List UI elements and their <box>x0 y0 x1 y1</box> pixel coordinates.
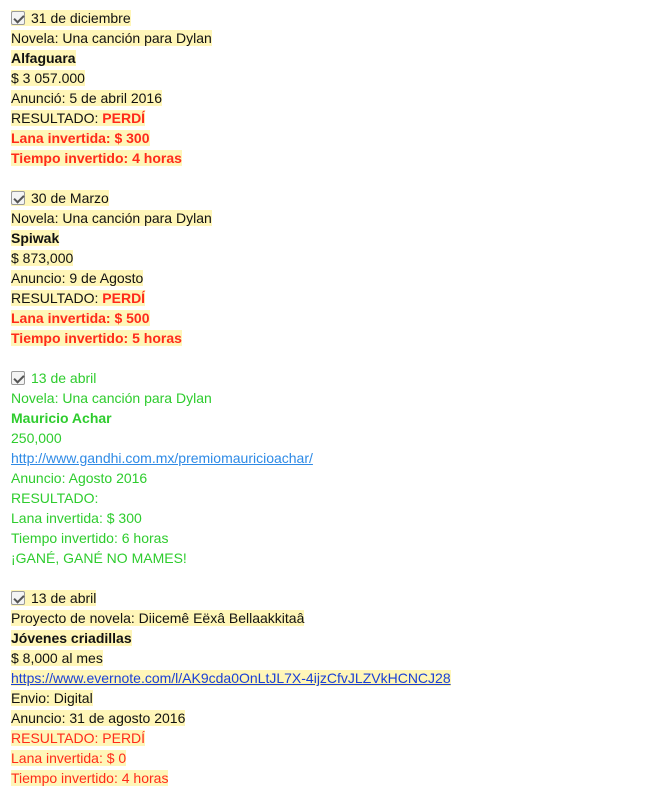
time-invested: Tiempo invertido: 5 horas <box>11 330 182 346</box>
announcement-date: Anuncio: Agosto 2016 <box>11 470 148 486</box>
date-line <box>11 368 669 388</box>
publisher-name: Mauricio Achar <box>11 410 112 426</box>
result-label: RESULTADO: <box>11 290 103 306</box>
checked-checkbox-icon[interactable] <box>11 371 25 385</box>
announcement-date: Anunció: 5 de abril 2016 <box>11 90 162 106</box>
time-invested: Tiempo invertido: 4 horas <box>11 770 169 786</box>
checked-checkbox-icon[interactable] <box>11 591 25 605</box>
novel-title: Proyecto de novela: Diicemê Eëxâ Bellaakkitaâ <box>11 610 305 626</box>
entry-date: 13 de abril <box>31 370 97 386</box>
result-value: PERDÍ <box>102 290 146 306</box>
prize-amount: $ 873,000 <box>11 250 74 266</box>
entry-date: 30 de Marzo <box>31 190 109 206</box>
result-line <box>11 290 145 306</box>
publisher-name: Jóvenes criadillas <box>11 630 132 646</box>
time-invested: Tiempo invertido: 6 horas <box>11 530 169 546</box>
announcement-date: Anuncio: 9 de Agosto <box>11 270 144 286</box>
time-invested: Tiempo invertido: 4 horas <box>11 150 182 166</box>
result-label: RESULTADO: <box>11 110 103 126</box>
money-invested: Lana invertida: $ 300 <box>11 130 150 146</box>
prize-amount: $ 3 057.000 <box>11 70 85 86</box>
contest-entry <box>11 588 669 788</box>
novel-title: Novela: Una canción para Dylan <box>11 30 212 46</box>
result-line: RESULTADO: PERDÍ <box>11 730 146 746</box>
date-line <box>11 590 96 606</box>
result-line <box>11 110 145 126</box>
contest-entry <box>11 8 669 168</box>
money-invested: Lana invertida: $ 0 <box>11 750 127 766</box>
contest-entry <box>11 368 669 568</box>
novel-title: Novela: Una canción para Dylan <box>11 210 212 226</box>
contest-link[interactable]: https://www.evernote.com/l/AK9cda0OnLtJL7X-4ijzCfvJLZVkHCNCJ28 <box>11 670 451 686</box>
result-label: RESULTADO: <box>11 490 99 506</box>
money-invested: Lana invertida: $ 500 <box>11 310 150 326</box>
win-exclamation: ¡GANÉ, GANÉ NO MAMES! <box>11 550 187 566</box>
checked-checkbox-icon[interactable] <box>11 11 25 25</box>
checked-checkbox-icon[interactable] <box>11 191 25 205</box>
date-line <box>11 10 131 26</box>
novel-title: Novela: Una canción para Dylan <box>11 390 212 406</box>
result-value: PERDÍ <box>102 110 146 126</box>
publisher-name: Alfaguara <box>11 50 76 66</box>
entry-date: 31 de diciembre <box>31 10 131 26</box>
contest-entry <box>11 188 669 348</box>
entry-date: 13 de abril <box>31 590 97 606</box>
money-invested: Lana invertida: $ 300 <box>11 510 142 526</box>
publisher-name: Spiwak <box>11 230 60 246</box>
prize-amount: $ 8,000 al mes <box>11 650 103 666</box>
contest-link[interactable]: http://www.gandhi.com.mx/premiomauricioachar/ <box>11 450 313 466</box>
announcement-date: Anuncio: 31 de agosto 2016 <box>11 710 186 726</box>
date-line <box>11 190 109 206</box>
delivery-method: Envio: Digital <box>11 690 93 706</box>
prize-amount: 250,000 <box>11 430 62 446</box>
